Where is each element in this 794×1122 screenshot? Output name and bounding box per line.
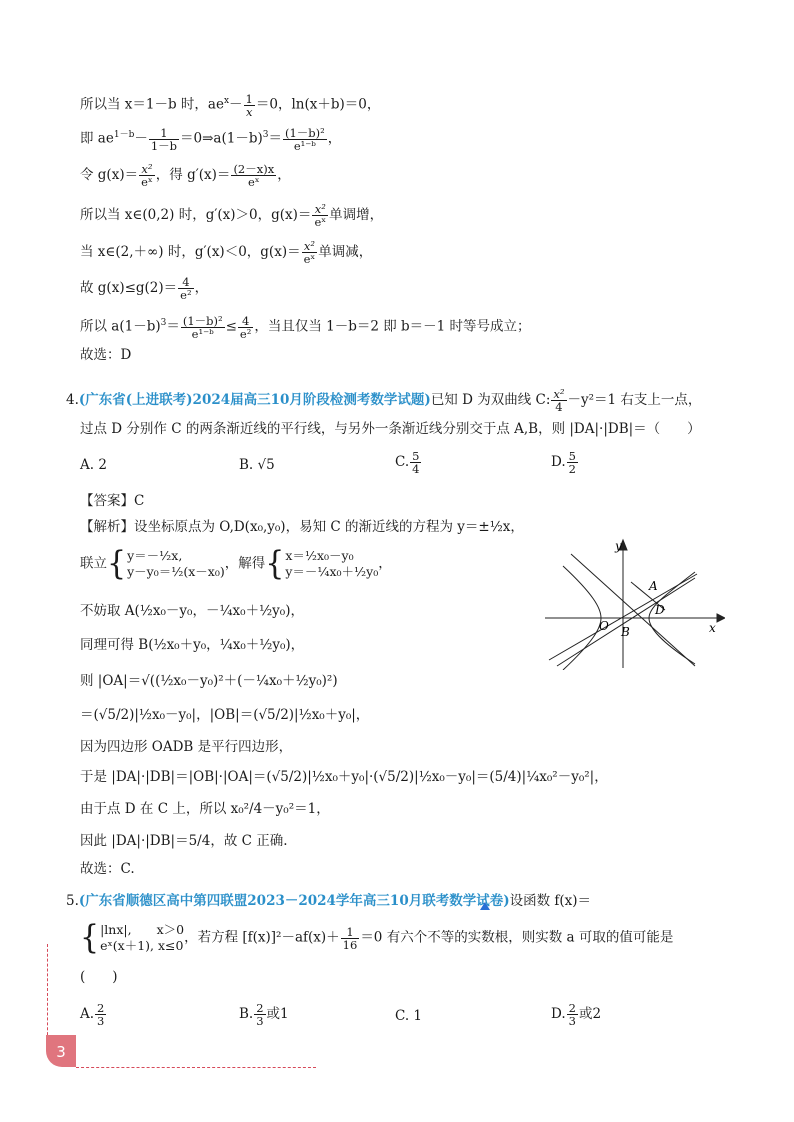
analysis-conclusion: 故选：C.	[80, 861, 135, 877]
derivation-line-5: 当 x∈(2,＋∞) 时，g′(x)＜0，g(x)＝ $\frac{\text{x²}}{\text{eˣ}}$ 单调减，	[80, 239, 373, 266]
asymptote-negative	[571, 554, 695, 666]
point-D-label: D	[655, 603, 665, 617]
analysis-system: 联立{ y＝－½x, y－y₀＝½(x－x₀) ，解得{ x＝½x₀－y₀ y＝－¼x₀＋½y₀ ，	[80, 544, 392, 583]
parallel-line-1	[557, 578, 695, 666]
analysis-line-parallelogram: 因为四边形 OADB 是平行四边形，	[80, 739, 293, 755]
question-5-paren: ( )	[80, 969, 118, 985]
analysis-line-B: 同理可得 B(½x₀＋y₀，¼x₀＋½y₀)，	[80, 637, 305, 653]
analysis-line-product: 于是 |DA|·|DB|＝|OB|·|OA|＝(√5/2)|½x₀＋y₀|·(√5/2)|½x₀－y₀|＝(5/4)|¼x₀²－y₀²|，	[80, 769, 608, 785]
derivation-line-2: 即 $ae^{1-b}-$ $\frac{1}{1-b}$ $=0\Rightarrow a(1-b)^3=$ $\frac{\text{(1－b)²}}{\text{e¹⁻ᵇ}}$ ，	[80, 125, 342, 153]
page-number-badge: 3	[46, 1035, 76, 1067]
question-5-source: (广东省顺德区高中第四联盟2023－2024学年高三10月联考数学试卷)	[78, 893, 510, 909]
q5-option-b[interactable]: B. $\frac{2}{3}$ 或1	[239, 1001, 289, 1028]
y-axis-label: y	[615, 539, 622, 553]
analysis-line-result: 因此 |DA|·|DB|＝5/4，故 C 正确.	[80, 833, 288, 849]
q5-option-a[interactable]: A. $\frac{2}{3}$	[80, 1001, 105, 1028]
page-margin-dashed-line	[47, 944, 48, 1040]
point-O-label: O	[599, 619, 609, 633]
text-cursor-marker	[480, 902, 490, 910]
hyperbola-graph	[545, 538, 725, 670]
question-4-source: (广东省(上进联考)2024届高三10月阶段检测考数学试题)	[78, 392, 431, 408]
derivation-line-7: 所以 $a(1-b)^3=$ $\frac{\text{(1－b)²}}{\text{e¹⁻ᵇ}}$ ≤ $\frac{4}{\text{e²}}$ ，当且仅当 1－b＝2 即 b＝－1 时等号成立；	[80, 313, 531, 341]
answer-label: 【答案】C	[80, 493, 145, 509]
analysis-line-on-curve: 由于点 D 在 C 上，所以 x₀²/4－y₀²＝1，	[80, 801, 330, 817]
derivation-line-6: 故 g(x)≤g(2)＝ $\frac{4}{\text{e²}}$ ，	[80, 275, 209, 302]
derivation-conclusion: 故选：D	[80, 347, 132, 363]
point-B-label: B	[621, 625, 630, 639]
option-c[interactable]: C. $\frac{5}{4}$	[395, 449, 420, 476]
analysis-line-OA-simplified: ＝(√5/2)|½x₀－y₀|，|OB|＝(√5/2)|½x₀＋y₀|，	[80, 707, 370, 723]
derivation-line-4: 所以当 x∈(0,2) 时，g′(x)＞0，g(x)＝ $\frac{\text{x²}}{\text{eˣ}}$ 单调增，	[80, 202, 384, 229]
point-A-label: A	[649, 579, 658, 593]
option-a[interactable]: A. 2	[80, 457, 107, 473]
option-b[interactable]: B. √5	[239, 457, 275, 473]
option-d[interactable]: D. $\frac{5}{2}$	[551, 449, 576, 476]
x-axis-arrow	[717, 614, 725, 622]
question-4-stem: 4.(广东省(上进联考)2024届高三10月阶段检测考数学试题)已知 D 为双曲线 C: $\frac{\text{x²}}{4}$ －y²＝1 右支上一点，	[66, 387, 702, 414]
analysis-line-1: 【解析】设坐标原点为 O,D(x₀,y₀)，易知 C 的渐近线的方程为 y＝±½x，	[80, 519, 524, 535]
q5-option-d[interactable]: D. $\frac{2}{3}$ 或2	[551, 1001, 602, 1028]
analysis-line-OA: 则 |OA|＝√((½x₀－y₀)²＋(－¼x₀＋½y₀)²)	[80, 673, 338, 689]
question-5-stem: 5.(广东省顺德区高中第四联盟2023－2024学年高三10月联考数学试卷)设函数 f(x)＝	[66, 893, 592, 909]
derivation-line-3: 令 g(x)＝ $\frac{\text{x²}}{\text{eˣ}}$ ，得 g′(x)＝ $\frac{(2-x)x}{\text{eˣ}}$ ，	[80, 162, 291, 189]
question-4-stem-line2: 过点 D 分别作 C 的两条渐近线的平行线，与另外一条渐近线分别交于点 A,B，则 |DA|·|DB|＝（ ）	[80, 421, 701, 437]
x-axis-label: x	[709, 621, 716, 635]
question-5-piecewise: { |lnx|, x＞0 eˣ(x＋1), x≤0 ，若方程 [f(x)]²－af(x)＋ $\frac{1}{16}$ ＝0 有六个不等的实数根，则实数 a 可取的值可能是	[80, 918, 674, 957]
q5-option-c[interactable]: C. 1	[395, 1008, 423, 1024]
page-footer-dashed-line	[76, 1067, 316, 1068]
derivation-line-1: 所以当 x＝1－b 时，$ae^x-$ $\frac{1}{x}$ ＝0，ln(x＋b)＝0，	[80, 91, 381, 119]
analysis-line-A: 不妨取 A(½x₀－y₀，－¼x₀＋½y₀)，	[80, 603, 304, 619]
